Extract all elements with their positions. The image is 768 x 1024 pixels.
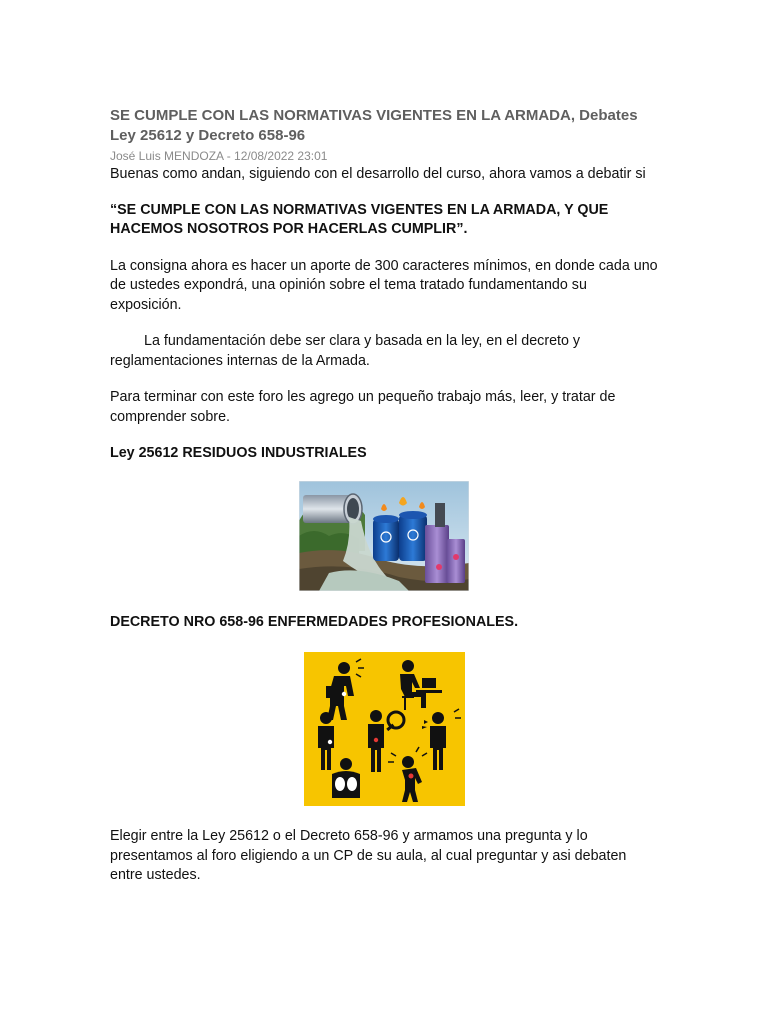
instructions-paragraph: La consigna ahora es hacer un aporte de 300 caracteres mínimos, en donde cada uno de ustedes expondrá, una opinión sobre el tema tratado fundamentando su exposición.	[110, 257, 658, 313]
forum-post	[110, 106, 660, 886]
intro-paragraph: Buenas como andan, siguiendo con el desarrollo del curso, ahora vamos a debatir si	[110, 166, 646, 182]
occupational-diseases-illustration	[304, 652, 465, 806]
law-heading: Ley 25612 RESIDUOS INDUSTRIALES	[110, 445, 367, 461]
decree-heading: DECRETO NRO 658-96 ENFERMEDADES PROFESIONALES.	[110, 613, 519, 630]
foundation-paragraph: La fundamentación debe ser clara y basada en la ley, en el decreto y reglamentaciones internas de la Armada.	[110, 333, 581, 369]
industrial-waste-illustration	[299, 481, 469, 591]
closing-paragraph: Para terminar con este foro les agrego un pequeño trabajo más, leer, y tratar de comprender sobre.	[110, 389, 616, 425]
debate-question: “SE CUMPLE CON LAS NORMATIVAS VIGENTES EN LA ARMADA, Y QUE HACEMOS NOSOTROS POR HACERLAS CUMPLIR”.	[110, 201, 609, 237]
author-date-line: José Luis MENDOZA - 12/08/2022 23:01	[110, 149, 328, 163]
final-paragraph: Elegir entre la Ley 25612 o el Decreto 658-96 y armamos una pregunta y lo presentamos al foro eligiendo a un CP de su aula, al cual preguntar y asi debaten entre ustedes.	[110, 828, 627, 883]
post-title: SE CUMPLE CON LAS NORMATIVAS VIGENTES EN LA ARMADA, Debates Ley 25612 y Decreto 658-96	[110, 107, 638, 144]
